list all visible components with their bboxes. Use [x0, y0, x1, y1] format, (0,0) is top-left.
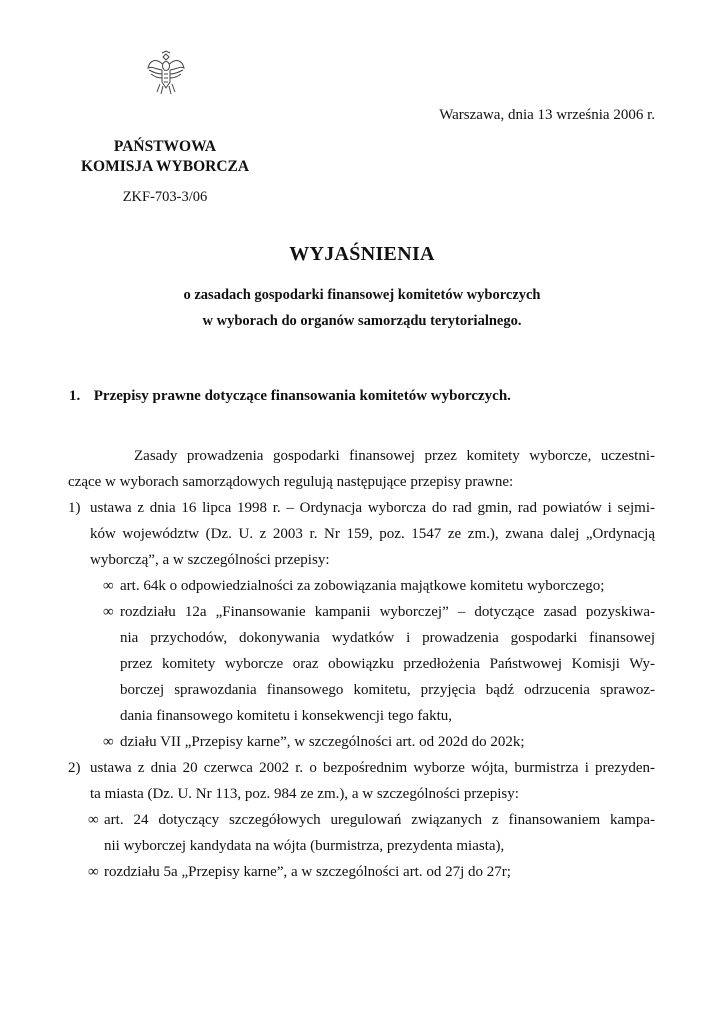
bullet-line: rozdziału 5a „Przepisy karne”, a w szczególności art. od 27j do 27r;: [104, 864, 511, 880]
section-heading: [69, 388, 511, 405]
list-item-line: ta miasta (Dz. U. Nr 113, poz. 984 ze zm.), a w szczególności przepisy:: [90, 786, 519, 802]
bullet-item: [88, 807, 655, 859]
list-item-line: wyborczą”, a w szczególności przepisy:: [90, 552, 330, 568]
authority-name-line-1: PAŃSTWOWA: [113, 138, 217, 155]
issuing-authority: [70, 137, 260, 177]
intro-paragraph: [68, 443, 655, 495]
bullet-line: nii wyborczej kandydata na wójta (burmistrza, prezydenta miasta),: [104, 838, 505, 854]
bullet-line: borczej sprawozdania finansowego komitetu, przyjęcia bądź odrzucenia sprawoz-: [120, 682, 655, 698]
bullet-item: [88, 859, 655, 885]
reference-number: ZKF-703-3/06: [122, 189, 208, 205]
intro-line: czące w wyborach samorządowych regulują następujące przepisy prawne:: [68, 474, 514, 490]
subtitle-line-1: o zasadach gospodarki finansowej komitetów wyborczych: [183, 287, 541, 303]
bullet-item: [103, 729, 655, 755]
list-item: [68, 495, 655, 755]
bullet-item: [103, 573, 655, 599]
document-title: WYJAŚNIENIA: [289, 243, 435, 265]
list-item-number: 2): [68, 760, 81, 776]
list-item-line: ustawa z dnia 16 lipca 1998 r. – Ordynacja wyborcza do rad gmin, rad powiatów i sejmi-: [90, 500, 655, 516]
eagle-emblem-icon: [146, 50, 186, 96]
infinity-bullet-icon: ∞: [103, 578, 114, 594]
subtitle-line-2: w wyborach do organów samorządu terytorialnego.: [202, 313, 522, 329]
body-text: [68, 443, 655, 885]
list-item-line: ków województw (Dz. U. z 2003 r. Nr 159, poz. 1547 ze zm.), zwana dalej „Ordynacją: [90, 526, 655, 542]
bullet-line: przez komitety wyborcze oraz obowiązku przedłożenia Państwowej Komisji Wy-: [120, 656, 655, 672]
bullet-line: nia przychodów, dokonywania wydatków i prowadzenia gospodarki finansowej: [120, 630, 655, 646]
document-date: Warszawa, dnia 13 września 2006 r.: [439, 107, 655, 123]
infinity-bullet-icon: ∞: [103, 604, 114, 620]
authority-name-line-2: KOMISJA WYBORCZA: [80, 158, 250, 175]
infinity-bullet-icon: ∞: [88, 812, 99, 828]
infinity-bullet-icon: ∞: [103, 734, 114, 750]
section-number: 1.: [69, 388, 81, 404]
bullet-line: art. 64k o odpowiedzialności za zobowiązania majątkowe komitetu wyborczego;: [120, 578, 605, 594]
intro-line: Zasady prowadzenia gospodarki finansowej przez komitety wyborcze, uczestni-: [134, 448, 655, 464]
list-item: [68, 755, 655, 885]
section-title: Przepisy prawne dotyczące finansowania komitetów wyborczych.: [93, 388, 511, 404]
infinity-bullet-icon: ∞: [88, 864, 99, 880]
document-subtitle: [0, 282, 724, 334]
list-item-number: 1): [68, 500, 81, 516]
bullet-line: art. 24 dotyczący szczegółowych uregulowań związanych z finansowaniem kampa-: [104, 812, 655, 828]
bullet-line: rozdziału 12a „Finansowanie kampanii wyborczej” – dotyczące zasad pozyskiwa-: [120, 604, 655, 620]
bullet-item: [103, 599, 655, 729]
bullet-line: działu VII „Przepisy karne”, w szczególności art. od 202d do 202k;: [120, 734, 525, 750]
list-item-line: ustawa z dnia 20 czerwca 2002 r. o bezpośrednim wyborze wójta, burmistrza i prezyden-: [90, 760, 655, 776]
bullet-line: dania finansowego komitetu i konsekwencji tego faktu,: [120, 708, 452, 724]
